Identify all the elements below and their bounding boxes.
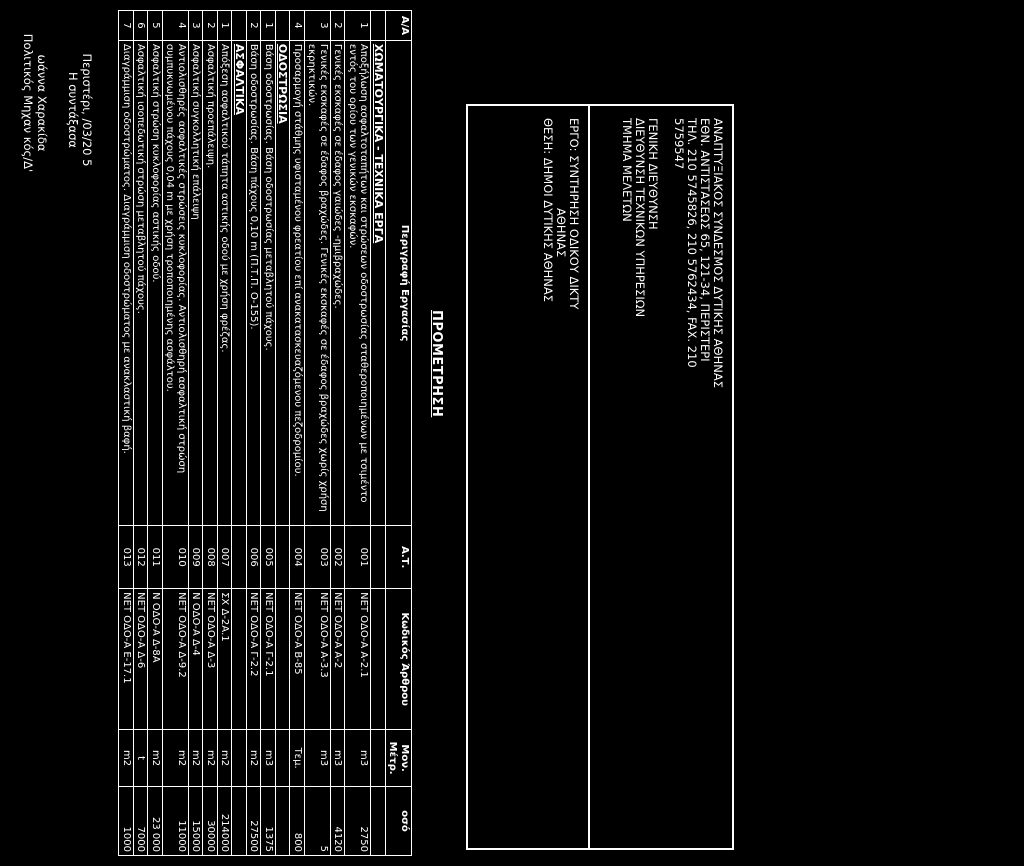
cell-unit: m2 — [163, 730, 189, 787]
cell-aa: 4 — [163, 11, 189, 41]
cell-quantity: 2750 — [345, 786, 371, 855]
cell-aa: 2 — [247, 11, 262, 41]
cell-at: 005 — [261, 526, 276, 589]
cell-description: Γενικές εκσκαφές σε έδαφος γαιώδες -ημιβραχώδες. — [331, 40, 346, 525]
cell-quantity: 30000 — [203, 786, 218, 855]
cell-at — [276, 526, 291, 589]
cell-aa — [232, 11, 247, 41]
col-header-aa: Α/Α — [386, 11, 412, 41]
cell-code: ΝΕΤ ΟΔΟ-Α Α-3.3 — [305, 589, 331, 730]
org-line: ΤΜΗΜΑ ΜΕΛΕΤΩΝ — [620, 118, 634, 222]
cell-code: Ν ΟΔΟ-Α Δ-8Α — [148, 589, 163, 730]
place-date: Περιστέρι, /03/20 5 — [80, 53, 94, 167]
cell-quantity: 15000 — [189, 786, 204, 855]
cell-code: ΝΕΤ ΟΔΟ-Α Ε-17.1 — [119, 589, 134, 730]
cell-at: 010 — [163, 526, 189, 589]
cell-description: Αποξήλωση ασφαλτοταπήτων και στρώσεων οδοστρωσίας σταθεροποιημένων με τσιμέντο εντός του ορίου των γενικών εκσκαφών. — [345, 40, 371, 525]
table-row — [148, 11, 163, 856]
section-row — [276, 11, 291, 856]
cell-at: 009 — [189, 526, 204, 589]
cell-aa: 2 — [203, 11, 218, 41]
project-line: ΕΡΓΟ: ΣΥΝΤΗΡΗΣΗ ΟΔΙΚΟΥ ΔΙΚΤΥ — [567, 118, 581, 310]
section-title: ΟΔΟΣΤΡΩΣΙΑ — [276, 40, 291, 525]
col-header-unit: Μον. Μέτρ. — [386, 730, 412, 787]
signer-role: Πολιτικός Μηχαν κός/Δ' — [21, 33, 35, 173]
quantities-table — [119, 10, 413, 856]
cell-unit — [371, 730, 386, 787]
cell-description: Ασφαλτική προεπάλειψη. — [203, 40, 218, 525]
cell-quantity: 1375 — [261, 786, 276, 855]
cell-at: 003 — [305, 526, 331, 589]
cell-unit: m3 — [345, 730, 371, 787]
cell-at: 006 — [247, 526, 262, 589]
cell-code: Ν ΟΔΟ-Α Δ-4 — [189, 589, 204, 730]
table-body — [119, 11, 386, 856]
org-line: 5759547 — [672, 118, 686, 170]
cell-unit: m3 — [305, 730, 331, 787]
cell-unit: m3 — [331, 730, 346, 787]
signature-block-left — [66, 40, 94, 180]
table-row — [163, 11, 189, 856]
signature-block-name — [21, 8, 49, 198]
cell-unit: m3 — [261, 730, 276, 787]
col-header-description: Περιγραφή Εργασίας — [386, 40, 412, 525]
cell-code: ΝΕΤ ΟΔΟ-Α Β-85 — [290, 589, 305, 730]
organization-block — [620, 118, 724, 838]
table-row — [247, 11, 262, 856]
composer-title: Η συντάξασα — [66, 71, 80, 149]
header-box — [466, 104, 734, 850]
header-divider — [588, 106, 590, 848]
page-title: ΠΡΟΜΕΤΡΗΣΗ — [429, 310, 444, 418]
cell-aa: 6 — [134, 11, 149, 41]
section-title: ΑΣΦΑΛΤΙΚΑ — [232, 40, 247, 525]
col-header-code: Κωδικός Άρθρου — [386, 589, 412, 730]
cell-at: 011 — [148, 526, 163, 589]
cell-aa: 1 — [345, 11, 371, 41]
org-line: ΔΙΕΥΘΥΝΣΗ ΤΕΧΝΙΚΩΝ ΥΠΗΡΕΣΙΩΝ — [633, 118, 647, 318]
cell-unit: m2 — [189, 730, 204, 787]
cell-aa — [276, 11, 291, 41]
cell-code — [371, 589, 386, 730]
cell-description: Προσαρμογή στάθμης υφισταμένου φρεατίου επί ανακατασκευαζόμενου πεζοδρομίου. — [290, 40, 305, 525]
table-row — [290, 11, 305, 856]
table-row — [203, 11, 218, 856]
cell-description: Απόξεση ασφαλτικού τάπητα αστικής οδού με χρήση φρέζας. — [218, 40, 233, 525]
cell-aa: 3 — [189, 11, 204, 41]
cell-quantity — [232, 786, 247, 855]
cell-description: Ασφαλτική ισοπεδωτική στρώση μεταβλητού πάχους. — [134, 40, 149, 525]
cell-code: ΝΕΤ ΟΔΟ-Α Δ-6 — [134, 589, 149, 730]
signer-name: ωάννα Χαρακίδα — [35, 54, 49, 152]
cell-code: ΝΕΤ ΟΔΟ-Α Δ-3 — [203, 589, 218, 730]
cell-code: ΝΕΤ ΟΔΟ-Α Α-2.1 — [345, 589, 371, 730]
cell-code — [276, 589, 291, 730]
org-line — [659, 118, 672, 838]
table-header-row — [386, 11, 412, 856]
cell-description: Βάση οδοστρωσίας. Βάση πάχους 0,10 m (Π.Τ.Π. Ο-155). — [247, 40, 262, 525]
table-row — [261, 11, 276, 856]
cell-quantity: 7000 — [134, 786, 149, 855]
cell-quantity: 4120 — [331, 786, 346, 855]
table-row — [134, 11, 149, 856]
cell-at: 007 — [218, 526, 233, 589]
cell-description: Βάση οδοστρωσίας. Βάση οδοστρωσίας μεταβλητού πάχους. — [261, 40, 276, 525]
section-row — [232, 11, 247, 856]
cell-quantity: 11000 — [163, 786, 189, 855]
cell-quantity: 800 — [290, 786, 305, 855]
cell-at: 013 — [119, 526, 134, 589]
cell-quantity: 23 000 — [148, 786, 163, 855]
cell-quantity: 27500 — [247, 786, 262, 855]
org-line: ΑΝΑΠΤΥΞΙΑΚΟΣ ΣΥΝΔΕΣΜΟΣ ΔΥΤΙΚΗΣ ΑΘΗΝΑΣ — [711, 118, 725, 388]
cell-description: Αντιολισθηρές ασφαλτικές στρώσεις κυκλοφορίας. Αντιολισθηρή ασφαλτική στρώση συμπυκνωμένου πάχους 0,04 m με χρήση τροποποιημένης ασφάλτου. — [163, 40, 189, 525]
cell-quantity: 1000 — [119, 786, 134, 855]
cell-unit: m2 — [218, 730, 233, 787]
org-line: ΕΘΝ. ΑΝΤΙΣΤΑΣΕΩΣ 65, 121-34, ΠΕΡΙΣΤΕΡΙ — [698, 118, 712, 362]
org-line: ΤΗΛ. 210 5745826, 210 5762434, FAX. 210 — [685, 118, 699, 368]
cell-description: Γενικές εκσκαφές σε έδαφος βραχώδες. Γενικές εκσκαφές σε έδαφος βραχώδες χωρίς χρήση εκρηκτικών. — [305, 40, 331, 525]
cell-code: ΝΕΤ ΟΔΟ-Α Δ-9.2 — [163, 589, 189, 730]
cell-code: ΝΕΤ ΟΔΟ-Α Γ-2.1 — [261, 589, 276, 730]
project-line: ΑΘΗΝΑΣ — [554, 208, 568, 258]
cell-aa: 1 — [218, 11, 233, 41]
cell-quantity: 214000 — [218, 786, 233, 855]
cell-unit — [232, 730, 247, 787]
cell-aa: 3 — [305, 11, 331, 41]
cell-aa: 5 — [148, 11, 163, 41]
cell-at — [232, 526, 247, 589]
project-block — [541, 118, 580, 838]
table-row — [119, 11, 134, 856]
table-row — [345, 11, 371, 856]
cell-at: 004 — [290, 526, 305, 589]
project-line: ΘΕΣΗ: ΔΗΜΟΙ ΔΥΤΙΚΗΣ ΑΘΗΝΑΣ — [541, 118, 555, 303]
cell-aa — [371, 11, 386, 41]
section-title: ΧΩΜΑΤΟΥΡΓΙΚΑ - ΤΕΧΝΙΚΑ ΕΡΓΑ — [371, 40, 386, 525]
cell-at — [371, 526, 386, 589]
cell-unit: m2 — [119, 730, 134, 787]
cell-code: ΣΧ Δ-2Α.1 — [218, 589, 233, 730]
section-row — [371, 11, 386, 856]
cell-description: Ασφαλτική στρώση κυκλοφορίας αστικής οδού. — [148, 40, 163, 525]
cell-quantity — [371, 786, 386, 855]
cell-quantity: 5 — [305, 786, 331, 855]
cell-at: 012 — [134, 526, 149, 589]
org-line: ΓΕΝΙΚΗ ΔΙΕΥΘΥΝΣΗ — [646, 118, 660, 230]
table-row — [218, 11, 233, 856]
cell-unit: Τεμ. — [290, 730, 305, 787]
cell-unit: t — [134, 730, 149, 787]
cell-unit: m2 — [203, 730, 218, 787]
table-row — [305, 11, 331, 856]
col-header-quantity: οσό — [386, 786, 412, 855]
cell-code: ΝΕΤ ΟΔΟ-Α Α-2 — [331, 589, 346, 730]
cell-unit — [276, 730, 291, 787]
cell-aa: 4 — [290, 11, 305, 41]
table-row — [189, 11, 204, 856]
cell-unit: m2 — [148, 730, 163, 787]
cell-description: Διαγράμμιση οδοστρώματος. Διαγράμμιση οδοστρώματος με ανακλαστική βαφή. — [119, 40, 134, 525]
cell-code — [232, 589, 247, 730]
cell-at: 002 — [331, 526, 346, 589]
cell-unit: m2 — [247, 730, 262, 787]
cell-quantity — [276, 786, 291, 855]
cell-aa: 2 — [331, 11, 346, 41]
cell-aa: 7 — [119, 11, 134, 41]
cell-at: 008 — [203, 526, 218, 589]
col-header-at: Α.Τ. — [386, 526, 412, 589]
cell-code: ΝΕΤ ΟΔΟ-Α Γ-2.2 — [247, 589, 262, 730]
cell-description: Ασφαλτική συγκολλητική επάλειψη — [189, 40, 204, 525]
table-row — [331, 11, 346, 856]
cell-aa: 1 — [261, 11, 276, 41]
cell-at: 001 — [345, 526, 371, 589]
